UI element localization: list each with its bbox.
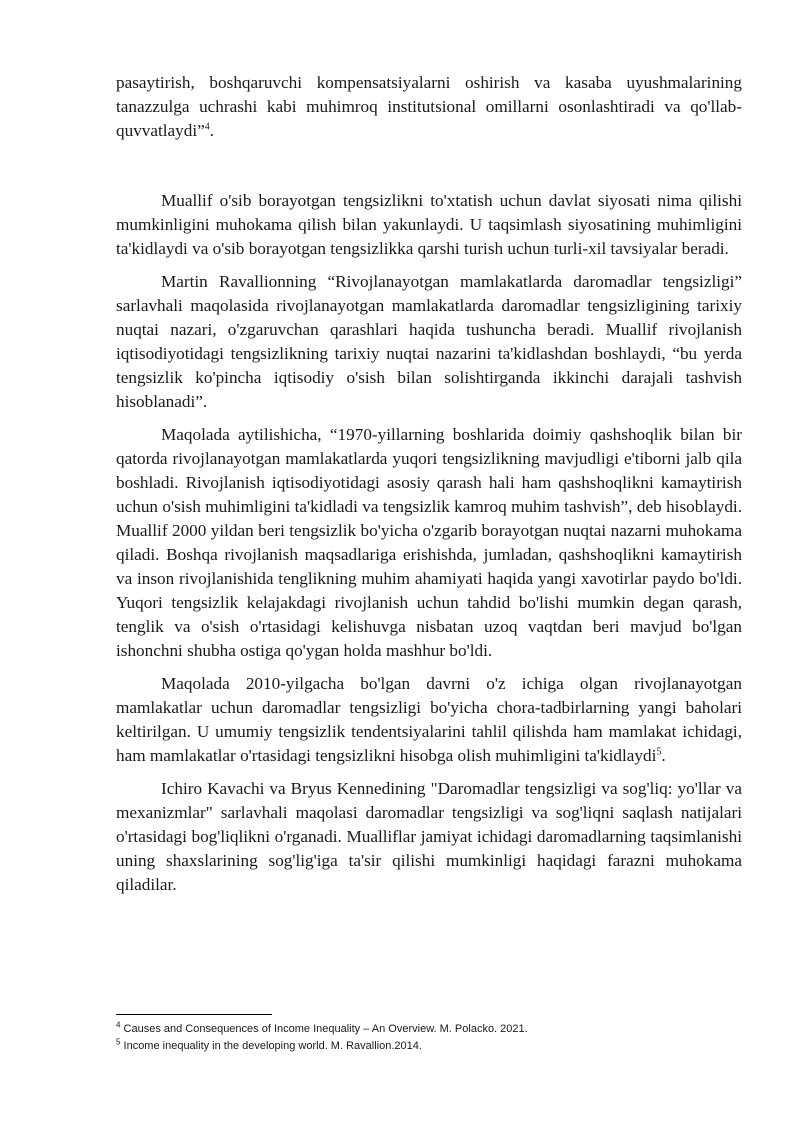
footnote-ref-5[interactable]: 5 — [656, 746, 662, 758]
paragraph-1970s-view: Maqolada aytilishicha, “1970-yillarning boshlarida doimiy qashshoqlik bilan bir qatorda rivojlanayotgan mamlakatlarda yuqori tengsizlikning mavjudligi e'tiborni jalb qila boshladi. Rivojlanish iqtisodiyotidagi asosiy qarash hali ham qashshoqlikni kamaytirish uchun o'sish muhimligini ta'kidladi va tengsizlik kamroq muhim tashvish”, deb hisoblaydi. Muallif 2000 yildan beri tengsizlik bo'yicha o'zgarib borayotgan nuqtai nazarni muhokama qiladi. Boshqa rivojlanish maqsadlariga erishishda, jumladan, qashshoqlikni kamaytirish va inson rivojlanishida tenglikning muhim ahamiyati haqida yangi xavotirlar paydo bo'ldi. Yuqori tengsizlik kelajakdagi rivojlanish uchun tahdid bo'lishi mumkin degan qarash, tenglik va o'sish o'rtasidagi kelishuvga nisbatan uzoq vaqtdan beri mavjud bo'lgan ishonchni shubha ostiga qo'ygan holda mashhur bo'ldi. — [116, 425, 742, 660]
paragraph-kawachi-kennedy: Ichiro Kavachi va Bryus Kennedining "Daromadlar tengsizligi va sog'liq: yo'llar va mexanizmlar" sarlavhali maqolasi daromadlar tengsizligi va sog'liqni saqlash natijalari o'rtasidagi bog'liqlikni o'rganadi. Mualliflar jamiyat ichidagi daromadlarning taqsimlanishi uning shaxslarining sog'lig'iga ta'sir qilishi mumkinligi haqidagi farazni muhokama qiladilar. — [116, 779, 742, 894]
footnote-4: $^4$ Causes and Consequences of Income Inequality – An Overview. M. Polacko. 2021. — [116, 1020, 528, 1035]
footnotes-section — [116, 1014, 742, 1055]
document-body — [116, 71, 742, 897]
paragraph-policy-conclusion: Muallif o'sib borayotgan tengsizlikni to'xtatish uchun davlat siyosati nima qilishi mumkinligini muhokama qilish bilan yakunlaydi. U taqsimlash siyosatining muhimligini ta'kidlaydi va o'sib borayotgan tengsizlikka qarshi turish uchun turli-xil tavsiyalar beradi. — [116, 191, 742, 258]
footnote-divider — [116, 1014, 272, 1015]
footnote-5: $^5$ Income inequality in the developing world. M. Ravallion.2014. — [116, 1037, 422, 1052]
paragraph-continuation: pasaytirish, boshqaruvchi kompensatsiyalarni oshirish va kasaba uyushmalarining tanazzulga uchrashi kabi muhimroq institutsional omillarni osonlashtiradi va qo'llab-quvvatlaydi”$^4$. — [116, 73, 742, 140]
paragraph-ravallion-intro: Martin Ravallionning “Rivojlanayotgan mamlakatlarda daromadlar tengsizligi” sarlavhali maqolasida rivojlanayotgan mamlakatlarda daromadlar tengsizligining tarixiy nuqtai nazari, o'zgaruvchan qarashlari haqida tushuncha beradi. Muallif rivojlanish iqtisodiyotidagi tengsizlikning tarixiy nuqtai nazarini ta'kidlashdan boshlaydi, “bu yerda tengsizlik ko'pincha iqtisodiy o'sish bilan solishtirganda ikkinchi darajali tashvish hisoblanadi”. — [116, 272, 742, 411]
paragraph-2010-estimates: Maqolada 2010-yilgacha bo'lgan davrni o'z ichiga olgan rivojlanayotgan mamlakatlar uchun daromadlar tengsizligi bo'yicha chora-tadbirlarning yangi baholari keltirilgan. U umumiy tengsizlik tendentsiyalarini tahlil qilishda ham mamlakat ichidagi, ham mamlakatlar o'rtasidagi tengsizlikni hisobga olish muhimligini ta'kidlaydi$^5$. — [116, 674, 742, 765]
footnote-ref-4[interactable]: 4 — [204, 121, 210, 133]
